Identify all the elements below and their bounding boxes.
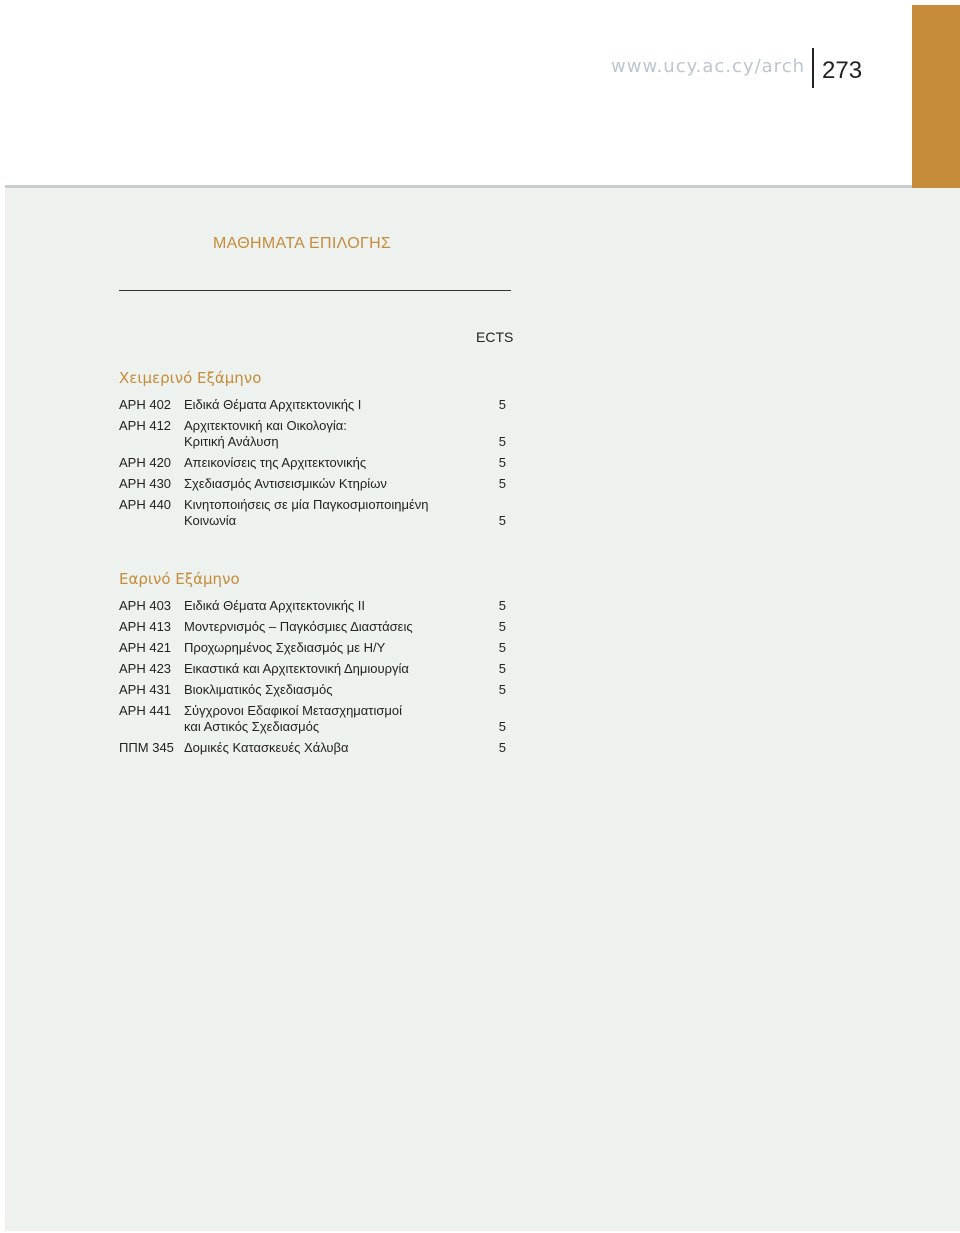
- course-name-line: Εικαστικά και Αρχιτεκτονική Δημιουργία: [184, 661, 409, 676]
- title-rule: [119, 290, 511, 291]
- course-name: [184, 397, 496, 413]
- course-code: ΑΡΗ 403: [119, 598, 172, 613]
- course-name-line: Αρχιτεκτονική και Οικολογία:: [184, 418, 347, 433]
- website-url: www.ucy.ac.cy/arch: [611, 56, 805, 77]
- course-ects: 5: [498, 455, 506, 470]
- course-row: [119, 455, 509, 471]
- course-row: [119, 661, 509, 677]
- course-row: [119, 476, 509, 492]
- course-code: ΑΡΗ 412: [119, 418, 172, 433]
- course-ects: 5: [498, 619, 506, 634]
- section-title: ΜΑΘΗΜΑΤΑ ΕΠΙΛΟΓΗΣ: [213, 235, 392, 252]
- course-name-line: Ειδικά Θέματα Αρχιτεκτονικής ΙΙ: [184, 598, 366, 613]
- course-name-line: Μοντερνισμός – Παγκόσμιες Διαστάσεις: [184, 619, 413, 634]
- course-name-line: Ειδικά Θέματα Αρχιτεκτονικής Ι: [184, 397, 362, 412]
- page-header: [0, 0, 960, 188]
- course-row: [119, 703, 509, 735]
- course-code: ΠΠΜ 345: [119, 740, 174, 755]
- course-row: [119, 418, 509, 450]
- course-code: ΑΡΗ 423: [119, 661, 172, 676]
- course-ects: 5: [498, 434, 506, 449]
- course-ects: 5: [498, 682, 506, 697]
- course-name-line: Κριτική Ανάλυση: [184, 434, 279, 449]
- course-name-line: Απεικονίσεις της Αρχιτεκτονικής: [184, 455, 367, 470]
- course-ects: 5: [498, 397, 506, 412]
- course-code: ΑΡΗ 430: [119, 476, 172, 491]
- course-code: ΑΡΗ 420: [119, 455, 172, 470]
- course-name: [184, 476, 496, 492]
- course-name: [184, 455, 496, 471]
- winter-semester-title: Χειμερινό Εξάμηνο: [119, 369, 262, 387]
- course-ects: 5: [498, 476, 506, 491]
- side-tab: [912, 5, 960, 188]
- course-row: [119, 640, 509, 656]
- course-name-line: και Αστικός Σχεδιασμός: [184, 719, 320, 734]
- course-name-line: Σύγχρονοι Εδαφικοί Μετασχηματισμοί: [184, 703, 402, 718]
- course-name: [184, 740, 496, 756]
- course-code: ΑΡΗ 421: [119, 640, 172, 655]
- course-code: ΑΡΗ 440: [119, 497, 172, 512]
- course-code: ΑΡΗ 431: [119, 682, 172, 697]
- course-ects: 5: [498, 719, 506, 734]
- course-name-line: Κοινωνία: [184, 513, 237, 528]
- course-name: [184, 598, 496, 614]
- course-name: [184, 418, 496, 450]
- ects-header: ECTS: [476, 329, 514, 345]
- course-row: [119, 740, 509, 756]
- course-name-line: Κινητοποιήσεις σε μία Παγκοσμιοποιημένη: [184, 497, 429, 512]
- header-divider: [812, 48, 814, 88]
- course-row: [119, 619, 509, 635]
- spring-semester-title: Εαρινό Εξάμηνο: [119, 570, 240, 588]
- course-row: [119, 397, 509, 413]
- spring-course-list: [119, 598, 509, 761]
- course-name-line: Βιοκλιματικός Σχεδιασμός: [184, 682, 333, 697]
- course-name-line: Δομικές Κατασκευές Χάλυβα: [184, 740, 349, 755]
- course-ects: 5: [498, 513, 506, 528]
- course-row: [119, 497, 509, 529]
- course-name: [184, 661, 496, 677]
- course-row: [119, 598, 509, 614]
- course-name: [184, 703, 496, 735]
- course-row: [119, 682, 509, 698]
- course-code: ΑΡΗ 413: [119, 619, 172, 634]
- winter-course-list: [119, 397, 509, 534]
- course-ects: 5: [498, 661, 506, 676]
- course-name: [184, 619, 496, 635]
- course-name: [184, 640, 496, 656]
- course-ects: 5: [498, 740, 506, 755]
- course-name-line: Σχεδιασμός Αντισεισμικών Κτηρίων: [184, 476, 387, 491]
- page-number: 273: [822, 57, 863, 84]
- course-code: ΑΡΗ 402: [119, 397, 172, 412]
- course-code: ΑΡΗ 441: [119, 703, 172, 718]
- course-ects: 5: [498, 598, 506, 613]
- course-name: [184, 682, 496, 698]
- course-name-line: Προχωρημένος Σχεδιασμός με Η/Υ: [184, 640, 386, 655]
- course-ects: 5: [498, 640, 506, 655]
- course-name: [184, 497, 496, 529]
